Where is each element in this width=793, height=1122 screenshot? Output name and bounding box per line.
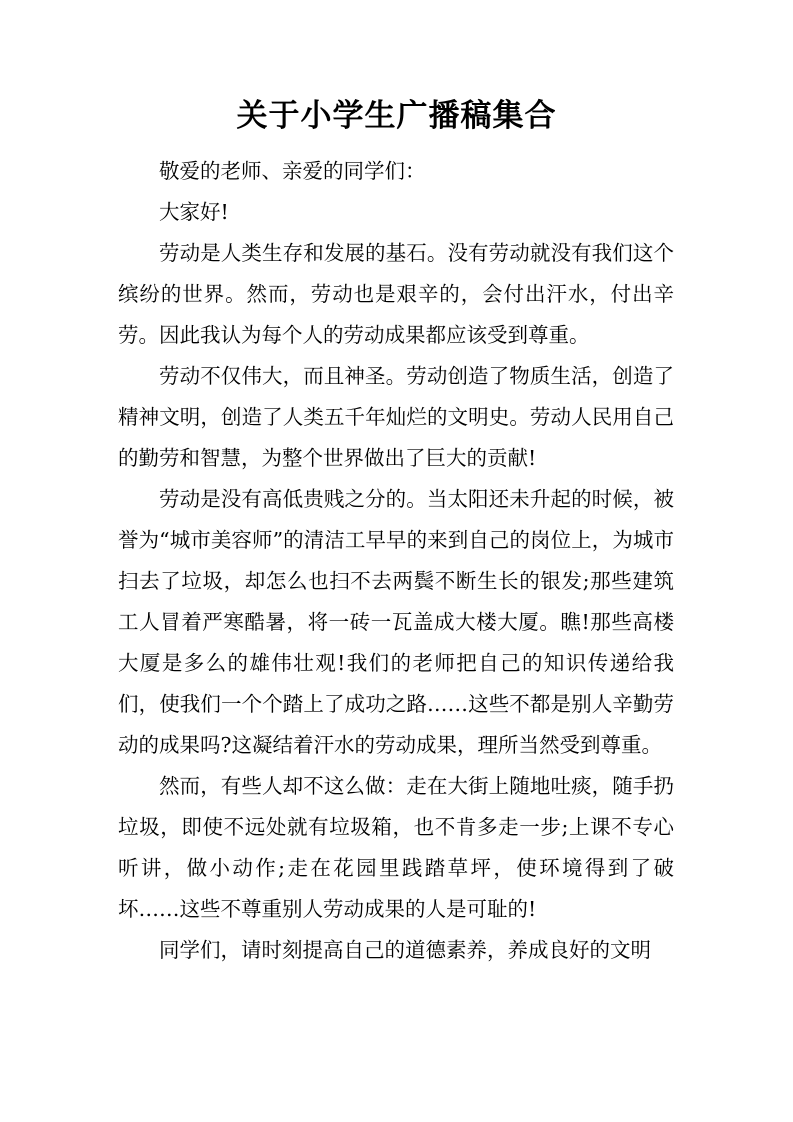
body-paragraph-2: 劳动不仅伟大，而且神圣。劳动创造了物质生活，创造了精神文明，创造了人类五千年灿烂的文明史。劳动人民用自己的勤劳和智慧，为整个世界做出了巨大的贡献! bbox=[118, 364, 674, 470]
greeting-paragraph: 敬爱的老师、亲爱的同学们： bbox=[159, 159, 426, 183]
salutation-paragraph: 大家好! bbox=[159, 200, 229, 224]
document-body bbox=[118, 151, 674, 971]
document-title: 关于小学生广播稿集合 bbox=[236, 98, 557, 134]
body-paragraph-5: 同学们，请时刻提高自己的道德素养，养成良好的文明 bbox=[159, 938, 651, 962]
body-paragraph-4: 然而，有些人却不这么做：走在大街上随地吐痰，随手扔垃圾，即使不远处就有垃圾箱，也不肯多走一步;上课不专心听讲，做小动作;走在花园里践踏草坪，使环境得到了破坏……这些不尊重别人劳动成果的人是可耻的! bbox=[118, 774, 674, 921]
body-paragraph-1: 劳动是人类生存和发展的基石。没有劳动就没有我们这个缤纷的世界。然而，劳动也是艰辛的，会付出汗水，付出辛劳。因此我认为每个人的劳动成果都应该受到尊重。 bbox=[118, 241, 674, 347]
body-paragraph-3: 劳动是没有高低贵贱之分的。当太阳还未升起的时候，被誉为“城市美容师”的清洁工早早的来到自己的岗位上，为城市扫去了垃圾，却怎么也扫不去两鬓不断生长的银发;那些建筑工人冒着严寒酷暑，将一砖一瓦盖成大楼大厦。瞧!那些高楼大厦是多么的雄伟壮观!我们的老师把自己的知识传递给我们，使我们一个个踏上了成功之路……这些不都是别人辛勤劳动的成果吗?这凝结着汗水的劳动成果，理所当然受到尊重。 bbox=[118, 487, 674, 757]
